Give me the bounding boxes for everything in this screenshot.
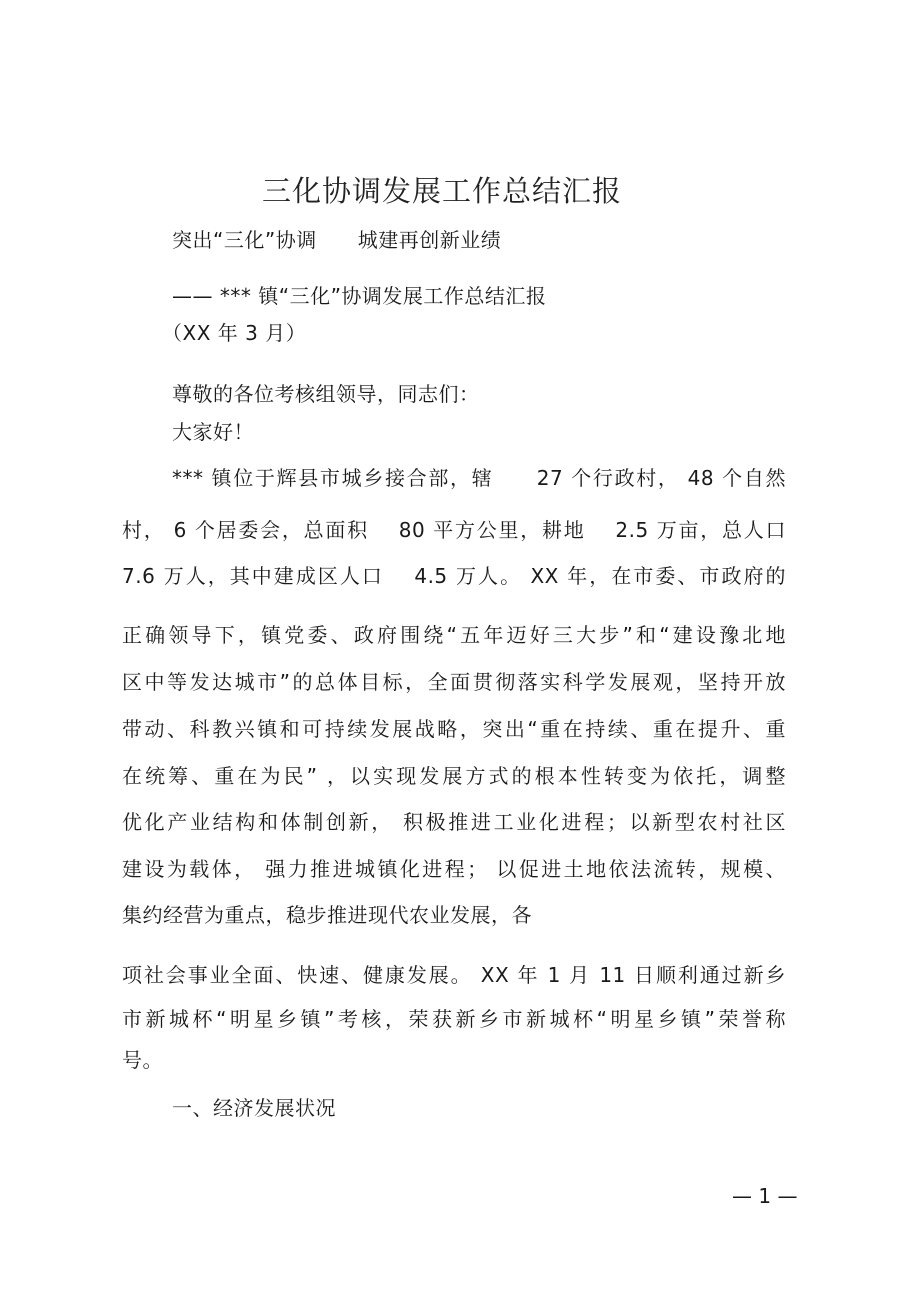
paragraph-2-line-4: 在统筹、重在为民” ，以实现发展方式的根本性转变为依托，调整 — [122, 764, 786, 788]
paragraph-2-line-1: 正确领导下，镇党委、政府围绕“五年迈好三大步”和“建设豫北地 — [122, 623, 786, 647]
document-subtitle: 突出“三化”协调 城建再创新业绩 — [172, 228, 502, 252]
document-byline: —— *** 镇“三化”协调发展工作总结汇报 — [172, 284, 547, 308]
paragraph-1-line-1: *** 镇位于辉县市城乡接合部，辖 27 个行政村， 48 个自然 — [172, 466, 786, 490]
document-title: 三化协调发展工作总结汇报 — [262, 174, 623, 208]
section-heading-economy: 一、经济发展状况 — [172, 1096, 336, 1120]
paragraph-3-line-3: 号。 — [122, 1048, 163, 1072]
paragraph-1-line-3: 7.6 万人，其中建成区人口 4.5 万人。 XX 年，在市委、市政府的 — [122, 564, 786, 588]
paragraph-3-line-2: 市新城杯“明星乡镇”考核，荣获新乡市新城杯“明星乡镇”荣誉称 — [122, 1007, 786, 1031]
paragraph-2-line-3: 带动、科教兴镇和可持续发展战略，突出“重在持续、重在提升、重 — [122, 717, 786, 741]
paragraph-2-line-6: 建设为载体， 强力推进城镇化进程； 以促进土地依法流转，规模、 — [122, 857, 786, 881]
paragraph-1-line-2: 村， 6 个居委会，总面积 80 平方公里，耕地 2.5 万亩，总人口 — [122, 518, 786, 542]
salutation: 尊敬的各位考核组领导，同志们： — [172, 382, 480, 406]
page-number: — 1 — — [732, 1184, 798, 1208]
paragraph-2-line-2: 区中等发达城市”的总体目标，全面贯彻落实科学发展观，坚持开放 — [122, 670, 786, 694]
paragraph-2-line-5: 优化产业结构和体制创新， 积极推进工业化进程；以新型农村社区 — [122, 810, 786, 834]
document-date: （XX 年 3 月） — [162, 321, 307, 345]
greeting: 大家好！ — [172, 420, 254, 444]
paragraph-3-line-1: 项社会事业全面、快速、健康发展。 XX 年 1 月 11 日顺利通过新乡 — [122, 963, 786, 987]
paragraph-2-line-7: 集约经营为重点，稳步推进现代农业发展，各 — [122, 903, 532, 927]
